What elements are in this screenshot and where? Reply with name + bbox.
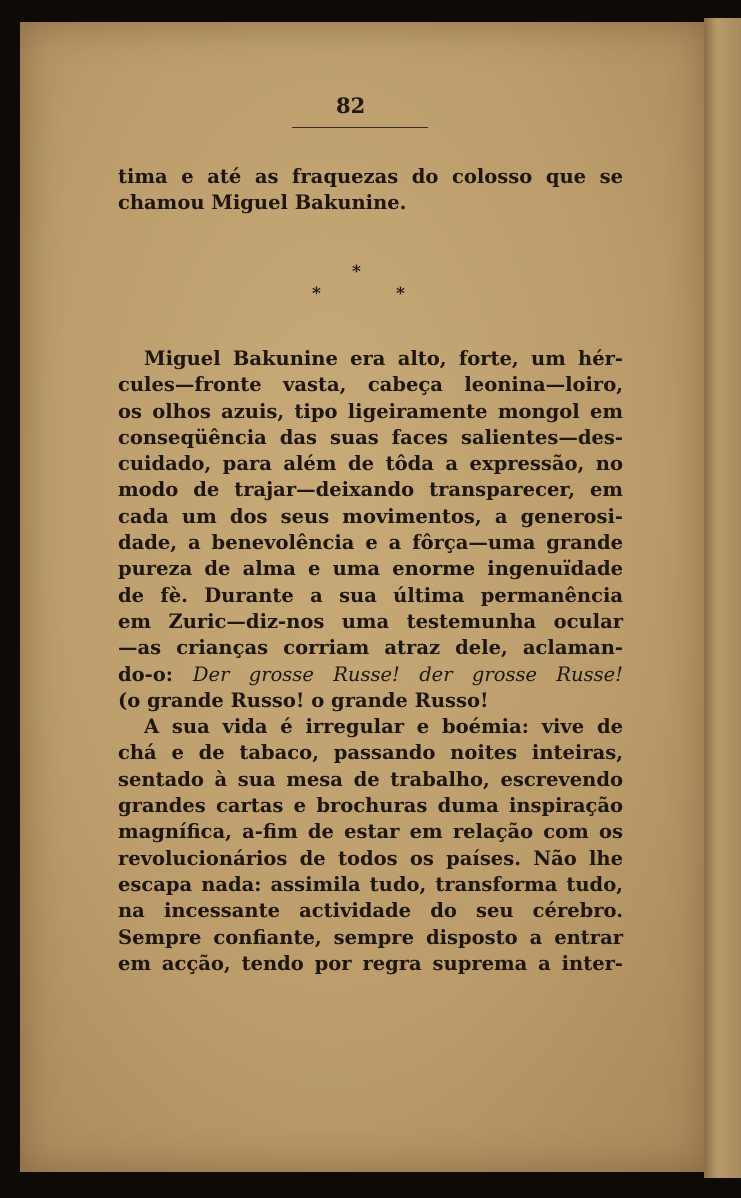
paragraph-line: escapa nada: assimila tudo, transforma tudo,: [118, 872, 623, 896]
asterism-star-top: *: [352, 262, 361, 282]
page-number-rule: [292, 127, 428, 128]
paragraph-line: cuidado, para além de tôda a expressão, no: [118, 452, 623, 476]
german-quote: Der grosse Russe! der grosse Russe!: [192, 662, 623, 686]
paragraph-line: dade, a benevolência e a fôrça—uma grande: [118, 531, 623, 555]
paragraph-line: modo de trajar—deixando transparecer, em: [118, 478, 623, 502]
asterism-star-left: *: [312, 284, 321, 304]
section-asterism: [300, 262, 420, 312]
paragraph-line: Miguel Bakunine era alto, forte, um hér-: [144, 347, 623, 370]
paragraph-line: —as crianças corriam atraz dele, aclaman-: [118, 636, 623, 660]
translation-line: (o grande Russo! o grande Russo!: [118, 688, 489, 712]
paragraph-line: pureza de alma e uma enorme ingenuïdade: [118, 557, 623, 581]
paragraph-line: de fè. Durante a sua última permanência: [118, 583, 623, 607]
intro-text: [118, 164, 623, 217]
next-page-edge: [704, 18, 741, 1178]
paragraph-line: cada um dos seus movimentos, a generosi-: [118, 504, 623, 528]
paragraph-line: na incessante actividade do seu cérebro.: [118, 899, 623, 923]
asterism-star-right: *: [396, 284, 405, 304]
paragraph-line: grandes cartas e brochuras duma inspiração: [118, 794, 623, 818]
paragraph-line: chá e de tabaco, passando noites inteiras,: [118, 741, 623, 765]
german-quote-prefix: do-o:: [118, 662, 173, 686]
paragraph-line: revolucionários de todos os países. Não lhe: [118, 846, 623, 870]
paragraph-line: magnífica, a-fim de estar em relação com os: [118, 820, 623, 844]
paragraph-line: os olhos azuis, tipo ligeiramente mongol em: [118, 399, 623, 423]
paragraph-line: sentado à sua mesa de trabalho, escrevendo: [118, 767, 623, 791]
main-paragraph: [118, 346, 623, 977]
paragraph-line: conseqüência das suas faces salientes—des-: [118, 425, 623, 449]
german-quote-line: [118, 662, 623, 688]
paragraph-line: cules—fronte vasta, cabeça leonina—loiro,: [118, 373, 623, 397]
paragraph-line: em Zuric—diz-nos uma testemunha ocular: [118, 609, 623, 633]
paragraph-line: A sua vida é irregular e boémia: vive de: [144, 715, 623, 739]
intro-line: chamou Miguel Bakunine.: [118, 191, 407, 215]
intro-line: tima e até as fraquezas do colosso que se: [118, 165, 623, 188]
paragraph-line: em acção, tendo por regra suprema a inter-: [118, 951, 623, 975]
paragraph-line: Sempre confiante, sempre disposto a entrar: [118, 925, 623, 949]
page-number: 82: [336, 93, 366, 118]
